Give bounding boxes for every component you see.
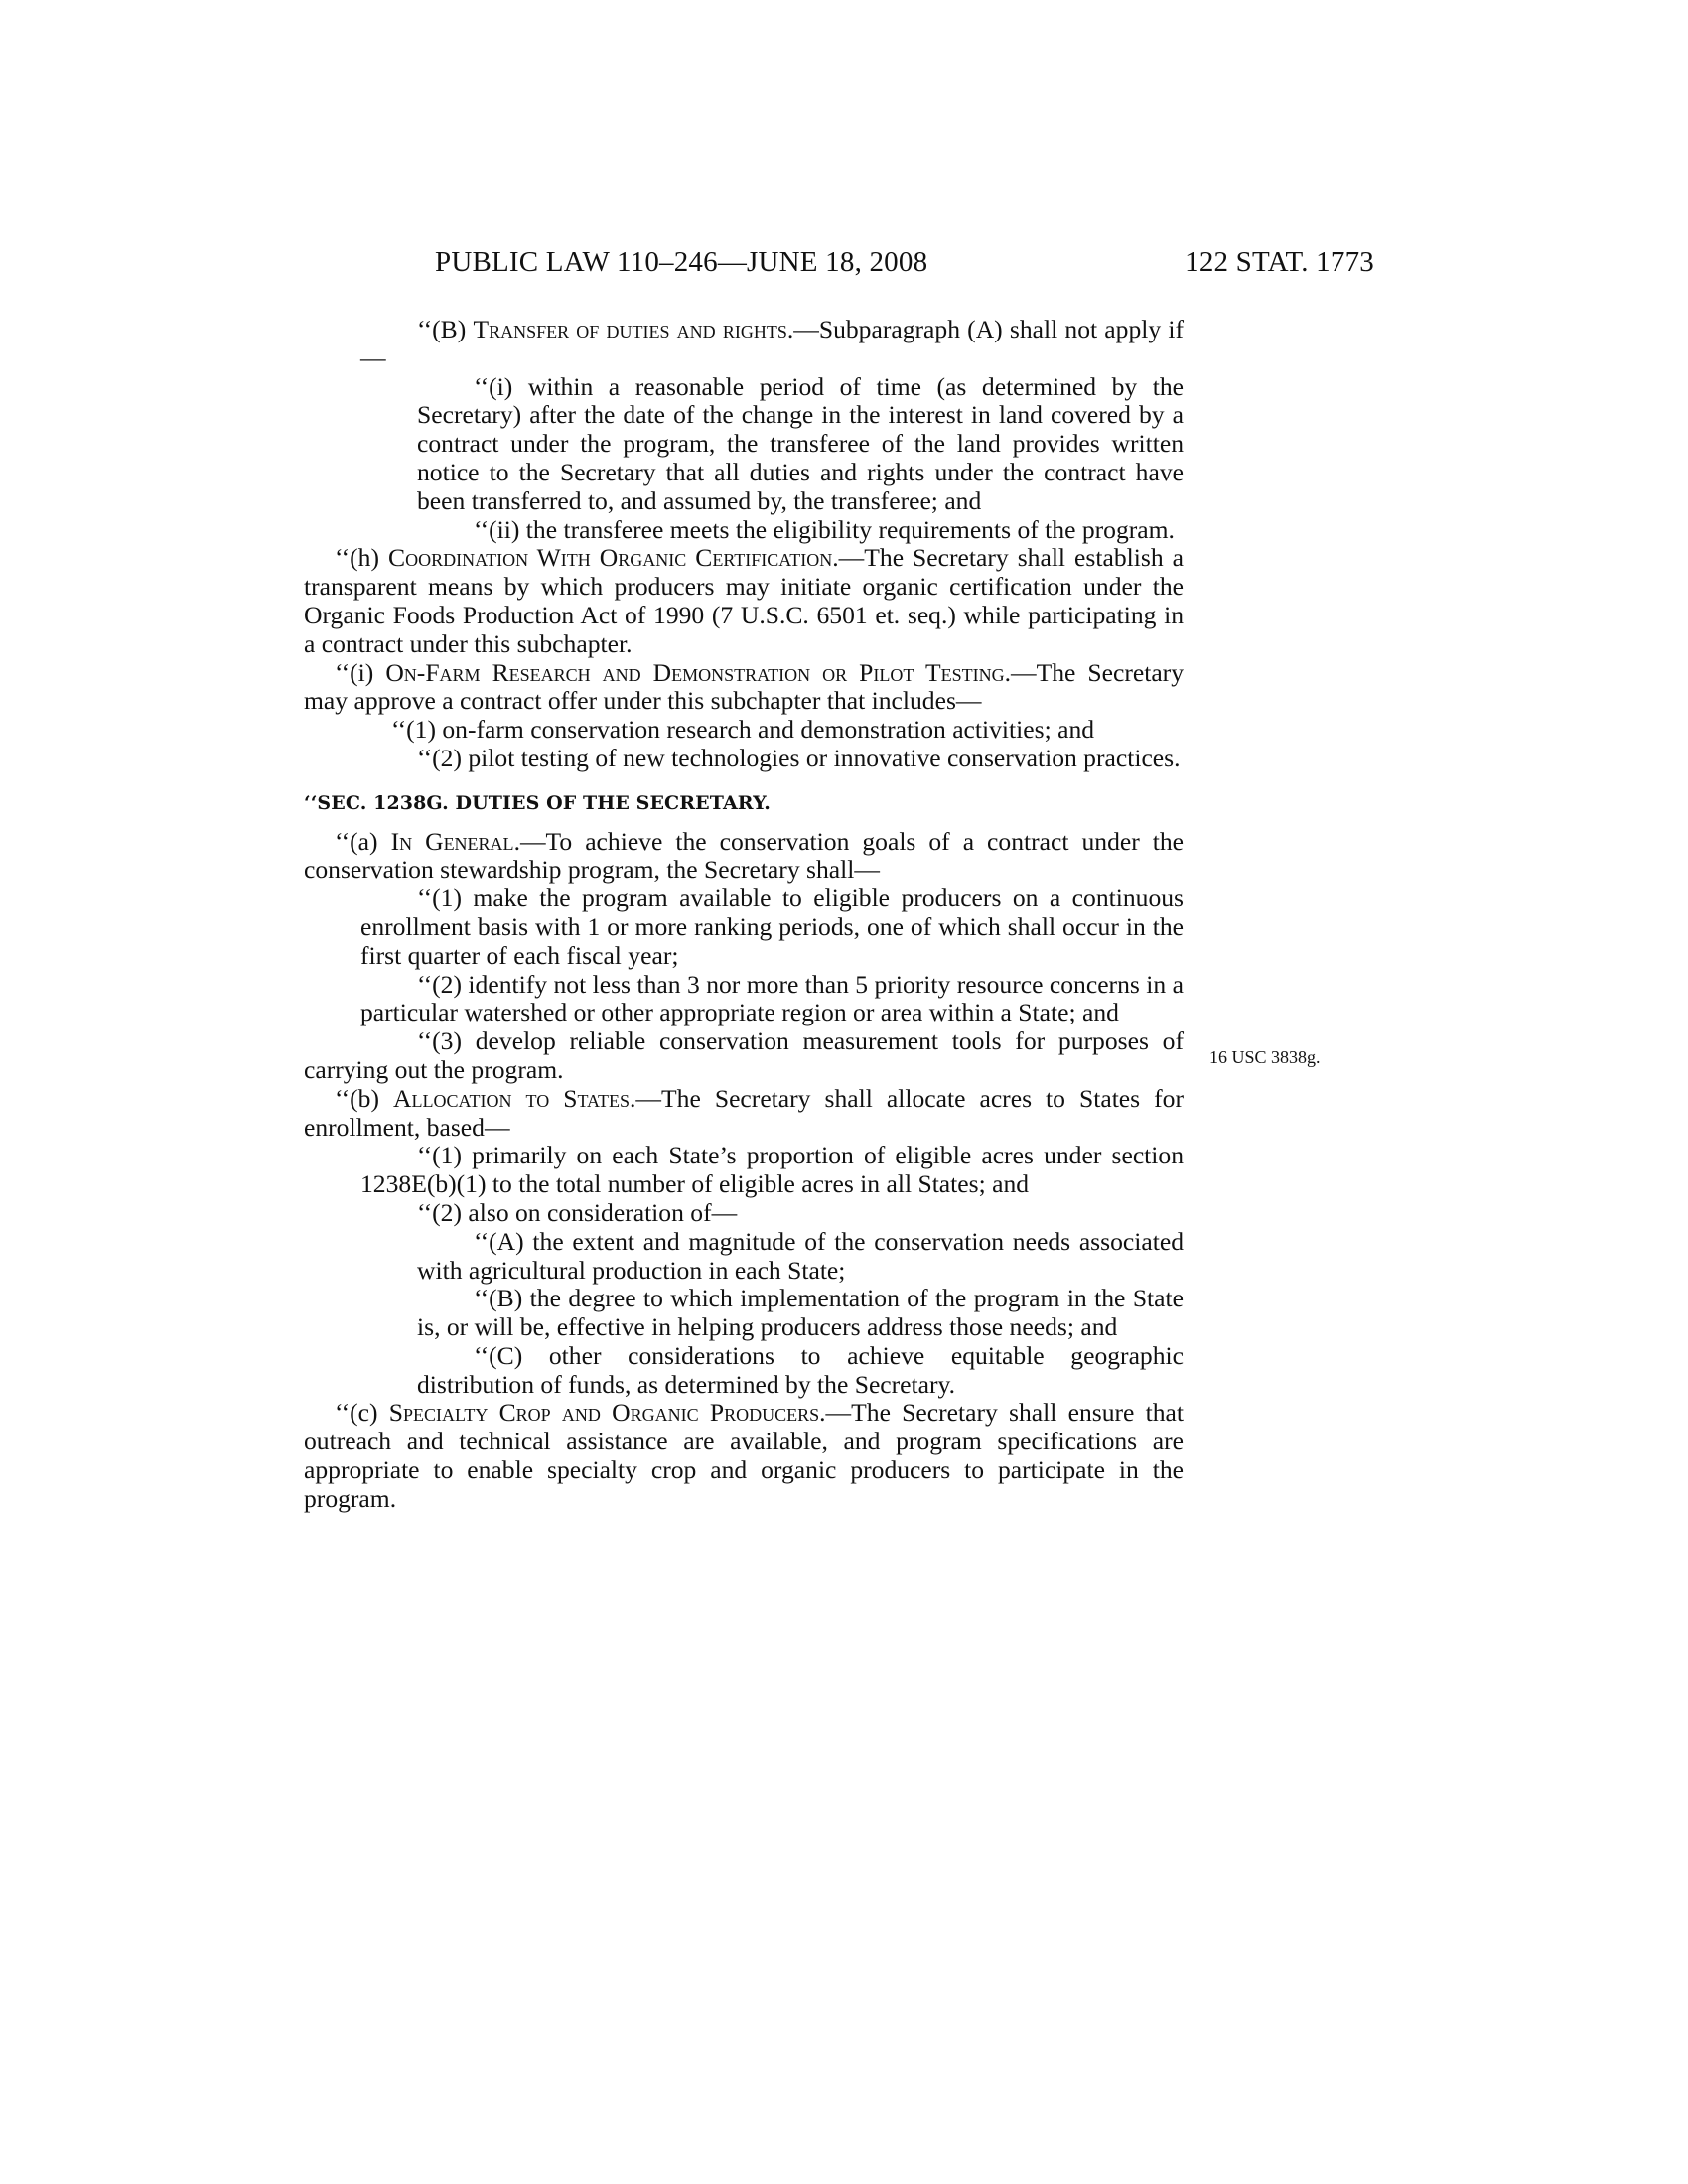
subsection-a-1: ‘‘(1) make the program available to eligible producers on a continuous enrollment basis with 1 or more ranking periods, one of which shall occur in the first quarter of each fiscal year;	[360, 884, 1184, 970]
section-heading: ‘‘SEC. 1238G. DUTIES OF THE SECRETARY.	[304, 791, 772, 814]
running-header-title: PUBLIC LAW 110–246—JUNE 18, 2008	[435, 246, 928, 278]
heading-h: Coordination With Organic Certification	[388, 543, 833, 573]
subsection-a: ‘‘(a) In General.—To achieve the conservation goals of a contract under the conservation stewardship program, the Secretary shall—	[304, 826, 1185, 885]
subsection-i-1: ‘‘(1) on-farm conservation research and demonstration activities; and	[391, 715, 1095, 745]
subsection-i-2: ‘‘(2) pilot testing of new technologies or innovative conservation practices.	[417, 743, 1181, 772]
running-header-page-number: 122 STAT. 1773	[1185, 246, 1374, 278]
clause-ii: ‘‘(ii) the transferee meets the eligibility requirements of the program.	[474, 514, 1175, 544]
clause-i: ‘‘(i) within a reasonable period of time (as determined by the Secretary) after the date of the change in the interest in land covered by a contract under the program, the transferee of the land provides written notice to the Secretary that all duties and rights under the contract have been transferred to, and assumed by, the transferee; and	[417, 371, 1184, 515]
heading-i: On-Farm Research and Demonstration or Pilot Testing	[385, 657, 1005, 687]
subsection-i: ‘‘(i) On-Farm Research and Demonstration or Pilot Testing.—The Secretary may approve a contract offer under this subchapter that includes—	[304, 657, 1184, 716]
subsection-b-2-A: ‘‘(A) the extent and magnitude of the conservation needs associated with agricultural production in each State;	[417, 1226, 1184, 1285]
subsection-a-2: ‘‘(2) identify not less than 3 nor more than 5 priority resource concerns in a particular watershed or other appropriate region or area within a State; and	[360, 969, 1184, 1027]
statute-body	[304, 316, 1184, 1514]
subsection-b-2-C: ‘‘(C) other considerations to achieve equitable geographic distribution of funds, as determined by the Secretary.	[417, 1340, 1184, 1399]
subsection-b-1: ‘‘(1) primarily on each State’s proportion of eligible acres under section 1238E(b)(1) to the total number of eligible acres in all States; and	[360, 1141, 1184, 1199]
subsection-b-2: ‘‘(2) also on consideration of—	[417, 1197, 738, 1227]
margin-citation: 16 USC 3838g.	[1209, 1047, 1321, 1067]
subsection-c: ‘‘(c) Specialty Crop and Organic Producers.—The Secretary shall ensure that outreach and technical assistance are available, and program specifications are appropriate to enable specialty crop and organic producers to participate in the program.	[304, 1398, 1185, 1513]
heading-b: Allocation to States	[393, 1083, 631, 1113]
subsection-b-2-B: ‘‘(B) the degree to which implementation of the program in the State is, or will be, effective in helping producers address those needs; and	[417, 1284, 1184, 1342]
subsection-b: ‘‘(b) Allocation to States.—The Secretary shall allocate acres to States for enrollment, based—	[304, 1083, 1185, 1142]
paragraph-b-transfer-text: ‘‘(B) Transfer of duties and rights.—Subparagraph (A) shall not apply if—	[360, 315, 1184, 372]
subsection-a-3: ‘‘(3) develop reliable conservation measurement tools for purposes of carrying out the program.	[304, 1026, 1184, 1084]
heading-a: In General	[390, 826, 514, 856]
heading-transfer: Transfer of duties and rights	[473, 315, 787, 343]
heading-c: Specialty Crop and Organic Producers	[388, 1398, 820, 1428]
subsection-h: ‘‘(h) Coordination With Organic Certification.—The Secretary shall establish a transparent means by which producers may initiate organic certification under the Organic Foods Production Act of 1990 (7 U.S.C. 6501 et. seq.) while participating in a contract under this subchapter.	[304, 543, 1184, 658]
